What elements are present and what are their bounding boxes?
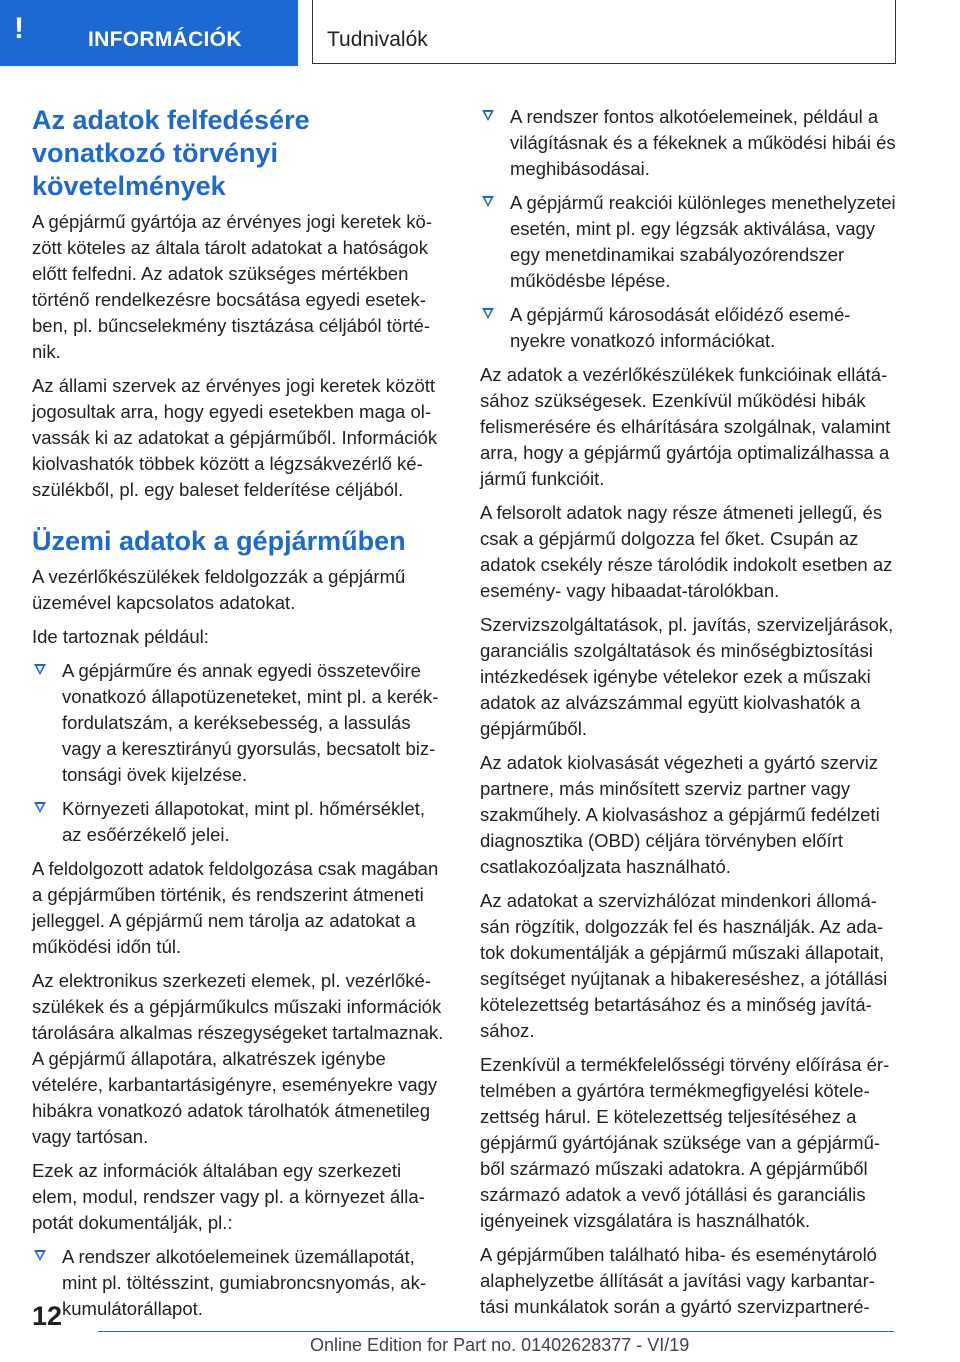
right-column: [480, 104, 896, 1328]
footer-edition: Online Edition for Part no. 01402628377 - VI/19: [310, 1335, 690, 1355]
footer-divider: [98, 1331, 894, 1332]
page-number: 12: [32, 1301, 63, 1331]
list-item: [32, 1244, 448, 1322]
paragraph: A gépjárműben található hiba- és eseménytároló alaphelyzetbe állítását a javítási vagy karbantartási munkálatok során a gyártó szervizpartneré-: [480, 1244, 877, 1317]
exclamation-icon: !: [14, 12, 24, 45]
subsection-box: [312, 0, 896, 64]
list-item-text: A rendszer alkotóelemeinek üzemállapotát, mint pl. töltésszint, gumiabroncsnyomás, akkumulátorállapot.: [62, 1246, 426, 1319]
list-item: [480, 302, 896, 354]
list-item: [32, 796, 448, 848]
paragraph: A vezérlőkészülékek feldolgozzák a gépjármű üzemével kapcsolatos adatokat.: [32, 566, 406, 613]
bullet-list: [32, 658, 448, 848]
heading-legal-requirements: Az adatok felfedésére vonatkozó törvényi követelmények: [32, 105, 310, 201]
paragraph: Ezenkívül a termékfelelősségi törvény előírása értelmében a gyártóra termékmegfigyelési kötelezettség hárul. E kötelezettség teljesítéséhez a gépjármű gyártójának szüksége van a gépjárműből származó műszaki adatokra. A gépjárműből származó adatok a vevő jótállási és garanciális igényeinek vizsgálatára is használhatók.: [480, 1054, 890, 1231]
list-item-text: Környezeti állapotokat, mint pl. hőmérséklet, az esőérzékelő jelei.: [62, 798, 425, 845]
triangle-bullet-icon: [482, 110, 494, 121]
paragraph: Az adatok kiolvasását végezheti a gyártó szerviz partnere, más minősített szerviz partner vagy szakműhely. A kiolvasáshoz a gépjármű fedélzeti diagnosztika (OBD) céljára törvényben előírt csatlakozóaljzata használható.: [480, 752, 880, 877]
left-column: [32, 104, 448, 1330]
list-item-text: A gépjármű károsodását előidéző eseményekre vonatkozó információkat.: [510, 304, 851, 351]
triangle-bullet-icon: [34, 664, 46, 675]
list-item: [480, 104, 896, 182]
list-item-text: A gépjárműre és annak egyedi összetevőire vonatkozó állapotüzeneteket, mint pl. a kerékfordulatszám, a keréksebesség, a lassulás vagy a keresztirányú gyorsulás, becsatolt biztonsági övek kijelzése.: [62, 660, 439, 785]
bullet-list: [32, 1244, 448, 1322]
paragraph: Szervizszolgáltatások, pl. javítás, szervizeljárások, garanciális szolgáltatások és minőségbiztosítási intézkedések igénybe vételekor ezek a műszaki adatok az alvázszámmal együtt kiolvashatók a gépjárműből.: [480, 614, 894, 739]
bullet-list: [480, 104, 896, 354]
paragraph: Ide tartoznak például:: [32, 626, 209, 647]
section-title: INFORMÁCIÓK: [88, 28, 242, 51]
triangle-bullet-icon: [482, 196, 494, 207]
triangle-bullet-icon: [34, 1250, 46, 1261]
paragraph: Az elektronikus szerkezeti elemek, pl. vezérlőkészülékek és a gépjárműkulcs műszaki információk tárolására alkalmas részegységeket tartalmaznak. A gépjármű állapotára, alkatrészek igénybe vételére, karbantartásigényre, eseményekre vagy hibákra vonatkozó adatok tárolhatók átmenetileg vagy tartósan.: [32, 970, 444, 1147]
heading-operating-data: Üzemi adatok a gépjárműben: [32, 526, 406, 556]
paragraph: Az adatokat a szervizhálózat mindenkori állomásán rögzítik, dolgozzák fel és használják. Az adatok dokumentálják a gépjármű műszaki állapotait, segítséget nyújtanak a hibakereséshez, a jótállási kötelezettség betartásához és a minőség javításához.: [480, 890, 888, 1041]
section-tab: [0, 0, 298, 66]
list-item: [480, 190, 896, 294]
paragraph: A feldolgozott adatok feldolgozása csak magában a gépjárműben történik, és rendszerint átmeneti jelleggel. A gépjármű nem tárolja az adatokat a működési időn túl.: [32, 858, 439, 957]
list-item: [32, 658, 448, 788]
list-item-text: A rendszer fontos alkotóelemeinek, például a világításnak és a fékeknek a működési hibái és meghibásodásai.: [510, 106, 896, 179]
triangle-bullet-icon: [482, 308, 494, 319]
paragraph: Ezek az információk általában egy szerkezeti elem, modul, rendszer vagy pl. a környezet állapotát dokumentálják, pl.:: [32, 1160, 425, 1233]
triangle-bullet-icon: [34, 802, 46, 813]
subsection-title: Tudnivalók: [327, 28, 428, 51]
paragraph: A felsorolt adatok nagy része átmeneti jellegű, és csak a gépjármű dolgozza fel őket. Csupán az adatok csekély része tárolódik indokolt esetben az esemény- vagy hibaadat-tárolókban.: [480, 502, 893, 601]
paragraph: Az állami szervek az érvényes jogi keretek között jogosultak arra, hogy egyedi esetekben maga olvassák ki az adatokat a gépjárműből. Információk kiolvashatók többek között a légzsákvezérlő készülékből, pl. egy baleset felderítése céljából.: [32, 375, 438, 500]
paragraph: Az adatok a vezérlőkészülékek funkcióinak ellátásához szükségesek. Ezenkívül működési hibák felismerésére és elhárítására szolgálnak, valamint arra, hogy a gépjármű gyártója optimalizálhassa a jármű funkcióit.: [480, 364, 891, 489]
paragraph: A gépjármű gyártója az érvényes jogi keretek között köteles az általa tárolt adatokat a hatóságok előtt felfedni. Az adatok szükséges mértékben történő rendelkezésre bocsátása egyedi esetekben, pl. bűncselekmény tisztázása céljából történik.: [32, 211, 433, 362]
list-item-text: A gépjármű reakciói különleges menethelyzetei esetén, mint pl. egy légzsák aktiválása, vagy egy menetdinamikai szabályozórendszer működésbe lépése.: [510, 192, 896, 291]
